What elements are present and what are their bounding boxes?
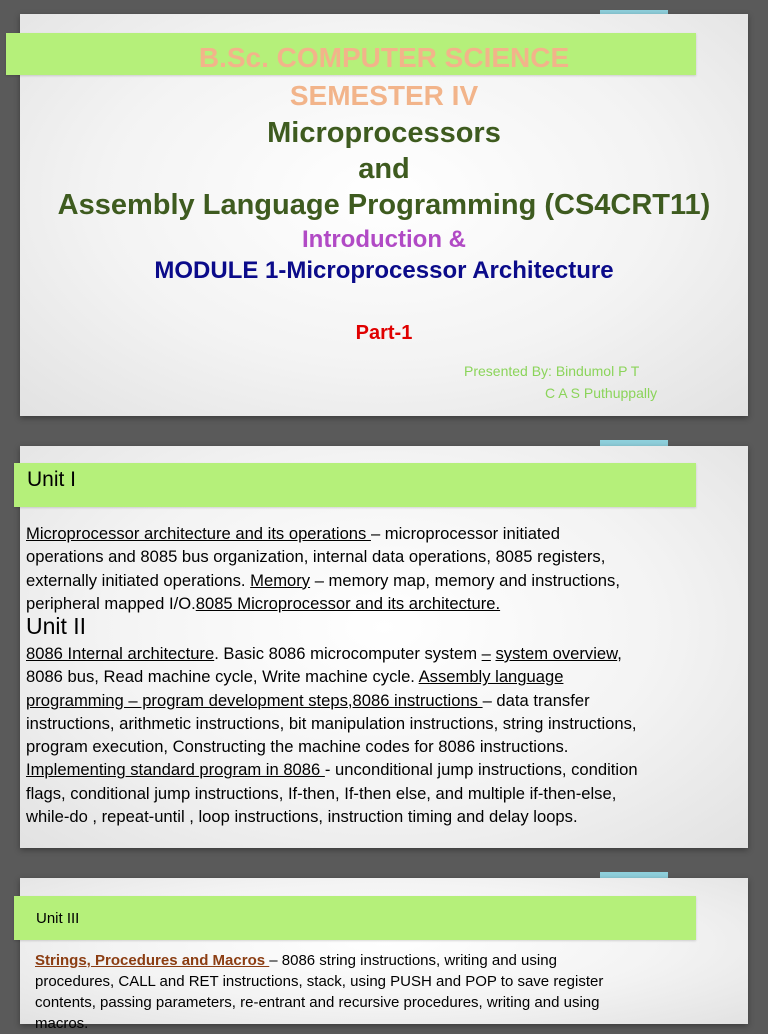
presenter-text: Presented By: Bindumol P T [464, 363, 640, 379]
unit3-text [35, 950, 755, 1034]
text-line [35, 971, 755, 992]
text-segment: flags, conditional jump instructions, If-then, If-then else, and multiple if-then-else, [26, 783, 617, 803]
underlined-topic: programming – program development steps [26, 690, 348, 710]
text-line [26, 545, 746, 568]
text-segment: – microprocessor initiated [370, 524, 560, 543]
text-segment: - unconditional jump instructions, condition [324, 760, 638, 780]
module-heading: MODULE 1-Microprocessor Architecture [154, 257, 614, 284]
text-line [26, 569, 746, 592]
text-line [26, 782, 746, 805]
text-segment: macros. [35, 1015, 89, 1032]
text-line [35, 992, 755, 1013]
text-segment: . Basic 8086 microcomputer system [214, 644, 482, 663]
text-segment: – memory map, memory and instructions, [310, 570, 620, 590]
text-segment: , [617, 644, 622, 663]
text-segment: 8086 bus, Read machine cycle, Write machine cycle. [26, 667, 419, 687]
underlined-topic: system overview [495, 644, 618, 663]
institution-text: C A S Puthuppally [545, 385, 658, 401]
unit1-text [26, 522, 746, 615]
program-title: B.Sc. COMPUTER SCIENCE [198, 42, 570, 73]
unit2-heading: Unit II [26, 613, 87, 639]
text-line [26, 689, 746, 712]
text-segment: operations and 8085 bus organization, internal data operations, 8085 registers, [26, 547, 606, 567]
underlined-topic: Assembly language [418, 667, 564, 687]
text-line [26, 522, 746, 545]
unit3-heading: Unit III [36, 910, 80, 927]
intro-heading: Introduction & [302, 226, 466, 253]
text-line [26, 805, 746, 828]
course-title-line3: Assembly Language Programming (CS4CRT11) [57, 189, 711, 221]
text-line [26, 735, 746, 758]
unit1-band [14, 463, 696, 507]
text-segment: procedures, CALL and RET instructions, stack, using PUSH and POP to save register [35, 973, 604, 990]
text-line [26, 665, 746, 688]
text-segment: externally initiated operations. [26, 570, 251, 590]
text-segment: instructions, arithmetic instructions, bit manipulation instructions, string instructions, [26, 713, 637, 733]
text-segment: while-do , repeat-until , loop instructions, instruction timing and delay loops. [26, 807, 578, 827]
underlined-topic: Microprocessor architecture and its operations [26, 524, 371, 543]
underlined-topic: Memory [250, 570, 311, 590]
underlined-topic: 8086 instructions [352, 690, 483, 710]
underlined-topic: – [481, 644, 491, 663]
text-segment: – data transfer [482, 690, 590, 710]
unit3-band [14, 896, 696, 940]
course-title-line1: Microprocessors [267, 117, 501, 149]
text-segment: program execution, Constructing the machine codes for 8086 instructions. [26, 737, 569, 757]
text-segment: contents, passing parameters, re-entrant and recursive procedures, writing and using [35, 994, 600, 1011]
text-segment: – 8086 string instructions, writing and using [269, 952, 557, 969]
unit2-text [26, 642, 746, 828]
underlined-topic: 8085 Microprocessor and its architecture. [195, 593, 501, 613]
underlined-topic: Implementing standard program in 8086 [26, 760, 325, 780]
text-segment: , [347, 690, 353, 710]
text-segment: peripheral mapped I/O. [26, 593, 196, 613]
text-line [26, 758, 746, 781]
unit1-heading: Unit I [27, 468, 77, 491]
underlined-topic: Strings, Procedures and Macros [35, 952, 270, 969]
text-line [35, 950, 755, 971]
semester-title: SEMESTER IV [289, 80, 479, 111]
underlined-topic: 8086 Internal architecture [26, 644, 215, 663]
text-line [26, 592, 746, 615]
part-label: Part-1 [355, 322, 413, 344]
text-line [26, 642, 746, 665]
course-title-line2: and [358, 153, 410, 185]
text-line [26, 712, 746, 735]
